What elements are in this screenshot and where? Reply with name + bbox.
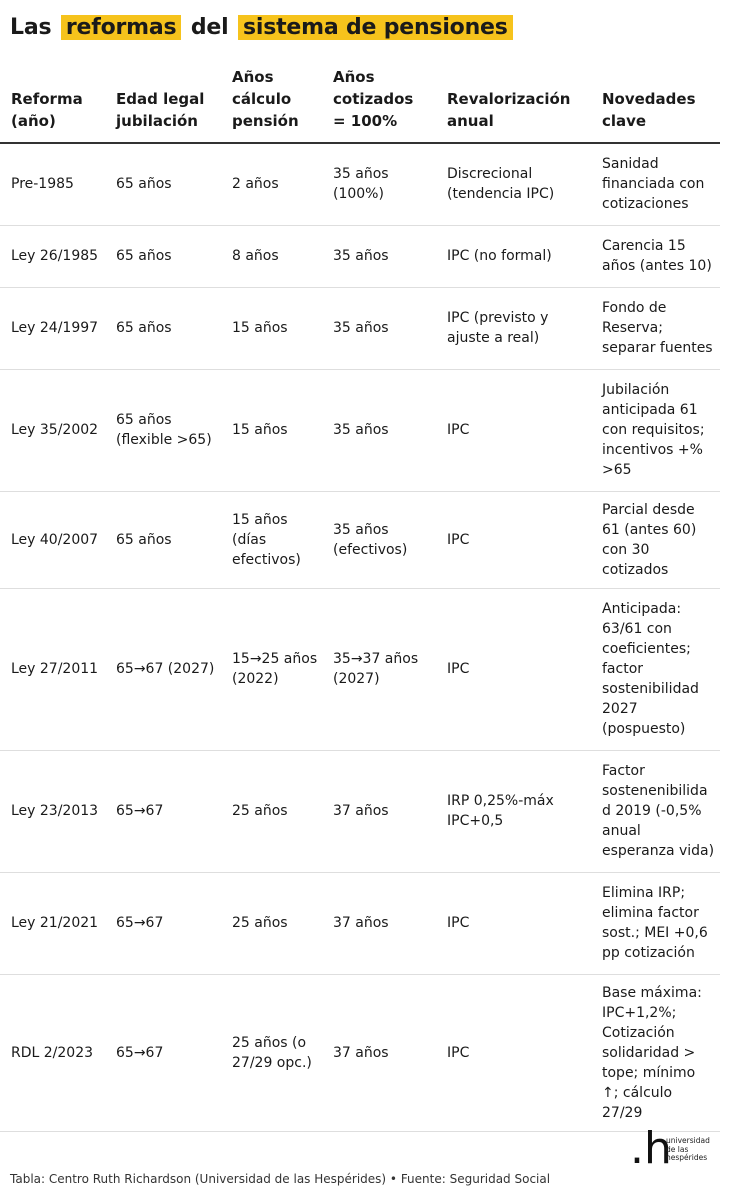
table-cell: RDL 2/2023	[0, 974, 105, 1131]
university-logo	[630, 1123, 725, 1175]
table-cell: Discrecional (tendencia IPC)	[436, 143, 591, 225]
table-cell: 65→67 (2027)	[105, 588, 221, 750]
table-cell: 37 años	[322, 872, 436, 974]
table-cell: 8 años	[221, 225, 322, 287]
pensions-reform-table	[0, 66, 720, 1132]
logo-line: universidad	[666, 1136, 710, 1145]
table-cell: Ley 40/2007	[0, 491, 105, 588]
table-cell: 15 años (días efectivos)	[221, 491, 322, 588]
logo-wordmark	[666, 1137, 710, 1163]
column-header-anos-cotizados: Años cotizados = 100%	[322, 66, 436, 143]
table-cell: 65 años	[105, 143, 221, 225]
table-cell: 65 años (flexible >65)	[105, 369, 221, 491]
table-cell: Ley 27/2011	[0, 588, 105, 750]
table-cell: 15→25 años (2022)	[221, 588, 322, 750]
table-cell: 65 años	[105, 491, 221, 588]
table-cell: 35 años	[322, 225, 436, 287]
table-cell: 65 años	[105, 287, 221, 369]
column-header-edad: Edad legal jubilación	[105, 66, 221, 143]
source-footer: Tabla: Centro Ruth Richardson (Universidad de las Hespérides) • Fuente: Seguridad Social	[10, 1172, 551, 1186]
table-cell: IRP 0,25%-máx IPC+0,5	[436, 750, 591, 872]
table-row	[0, 143, 720, 225]
table-cell: 35 años (100%)	[322, 143, 436, 225]
table-cell: 65→67	[105, 974, 221, 1131]
table-row	[0, 872, 720, 974]
table-cell: 2 años	[221, 143, 322, 225]
table-cell: Parcial desde 61 (antes 60) con 30 cotizados	[591, 491, 720, 588]
table-cell: IPC (previsto y ajuste a real)	[436, 287, 591, 369]
table-cell: 65→67	[105, 872, 221, 974]
table-cell: IPC	[436, 369, 591, 491]
logo-line: de las	[666, 1144, 689, 1154]
table-cell: Jubilación anticipada 61 con requisitos; incentivos +% >65	[591, 369, 720, 491]
table-cell: 37 años	[322, 974, 436, 1131]
column-header-anos-calculo: Años cálculo pensión	[221, 66, 322, 143]
table-cell: Ley 23/2013	[0, 750, 105, 872]
table-row	[0, 369, 720, 491]
table-cell: 25 años	[221, 872, 322, 974]
table-cell: Ley 21/2021	[0, 872, 105, 974]
table-cell: Anticipada: 63/61 con coeficientes; factor sostenibilidad 2027 (pospuesto)	[591, 588, 720, 750]
table-cell: 25 años (o 27/29 opc.)	[221, 974, 322, 1131]
table-cell: 15 años	[221, 369, 322, 491]
column-header-reforma: Reforma (año)	[0, 66, 105, 143]
table-cell: IPC	[436, 872, 591, 974]
column-header-novedades: Novedades clave	[591, 66, 720, 143]
table-cell: 35 años (efectivos)	[322, 491, 436, 588]
title-highlight: sistema de pensiones	[238, 15, 513, 40]
table-cell: Pre-1985	[0, 143, 105, 225]
table-cell: 35 años	[322, 287, 436, 369]
table-cell: 35→37 años (2027)	[322, 588, 436, 750]
table-cell: Factor sostenenibilidad 2019 (-0,5% anual esperanza vida)	[591, 750, 720, 872]
table-cell: 25 años	[221, 750, 322, 872]
table-cell: IPC	[436, 491, 591, 588]
table-cell: Fondo de Reserva; separar fuentes	[591, 287, 720, 369]
table-row	[0, 974, 720, 1131]
table-cell: 37 años	[322, 750, 436, 872]
table-row	[0, 750, 720, 872]
table-cell: Base máxima: IPC+1,2%; Cotización solidaridad > tope; mínimo ↑; cálculo 27/29	[591, 974, 720, 1131]
table-cell: 65 años	[105, 225, 221, 287]
table-cell: Ley 26/1985	[0, 225, 105, 287]
table-row	[0, 287, 720, 369]
table-cell: IPC	[436, 974, 591, 1131]
table-cell: Ley 35/2002	[0, 369, 105, 491]
column-header-revalorizacion: Revalorización anual	[436, 66, 591, 143]
table-cell: IPC (no formal)	[436, 225, 591, 287]
table-cell: Ley 24/1997	[0, 287, 105, 369]
table-row	[0, 225, 720, 287]
table-cell: Sanidad financiada con cotizaciones	[591, 143, 720, 225]
table-cell: IPC	[436, 588, 591, 750]
title-highlight: reformas	[61, 15, 182, 40]
title-word: Las	[10, 15, 52, 40]
table-cell: 65→67	[105, 750, 221, 872]
table-header-row	[0, 66, 720, 143]
table-cell: 15 años	[221, 287, 322, 369]
table-row	[0, 588, 720, 750]
table-cell: Carencia 15 años (antes 10)	[591, 225, 720, 287]
logo-mark: .h	[630, 1123, 672, 1174]
page-title	[10, 12, 515, 44]
table-cell: Elimina IRP; elimina factor sost.; MEI +0,6 pp cotización	[591, 872, 720, 974]
logo-line: hespérides	[666, 1153, 708, 1162]
table-cell: 35 años	[322, 369, 436, 491]
title-word: del	[190, 15, 229, 40]
table-row	[0, 491, 720, 588]
